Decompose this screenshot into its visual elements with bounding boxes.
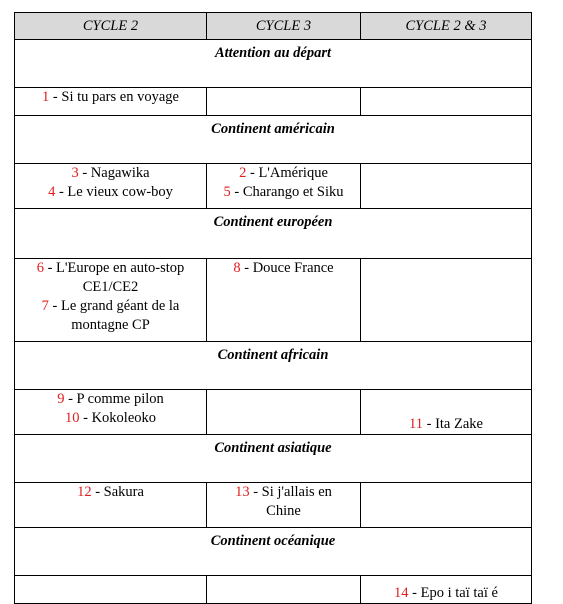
song-title: Kokoleoko [91,410,157,426]
song-entry: 2 - L'Amérique [239,165,328,181]
song-number: 3 [71,165,79,181]
song-entry: 8 - Douce France [233,260,334,276]
song-number: 12 [77,484,92,500]
section-title: Continent océanique [15,528,532,576]
cell-cycle-2-3 [361,483,532,528]
song-title-continued: CE1/CE2 [82,279,139,295]
song-entry: 5 - Charango et Siku [223,184,344,200]
content-row [15,259,532,342]
section-title: Continent asiatique [15,435,532,483]
cell-cycle-3 [207,576,361,604]
cell-cycle-2 [15,88,207,116]
section-title: Continent américain [15,116,532,164]
section-title: Continent africain [15,342,532,390]
song-number: 14 [394,585,409,601]
song-number: 11 [409,416,423,432]
song-title: Nagawika [90,165,150,181]
cell-cycle-3 [207,483,361,528]
song-number: 7 [41,298,49,314]
song-entry: 6 - L'Europe en auto-stop [36,260,185,276]
song-entry: 1 - Si tu pars en voyage [42,89,179,105]
songs-table [14,12,532,604]
song-title: Le grand géant de la [60,298,180,314]
song-title: Sakura [103,484,144,500]
song-title: Si j'allais en [261,484,332,500]
cell-cycle-2-3 [361,88,532,116]
song-entry: 14 - Epo i taï taï é [394,585,498,601]
song-number: 1 [42,89,50,105]
song-number: 10 [64,410,80,426]
section-row [15,435,532,483]
song-number: 8 [233,260,241,276]
song-entry: 11 - Ita Zake [409,416,483,432]
header-cycle-2: CYCLE 2 [15,13,207,40]
song-title: Epo i taï taï é [420,585,498,601]
header-cycle-3: CYCLE 3 [207,13,361,40]
song-entry: 10 - Kokoleoko [64,410,157,426]
content-row [15,576,532,604]
cell-cycle-2-3 [361,390,532,435]
cell-cycle-3 [207,259,361,342]
song-title: Charango et Siku [242,184,344,200]
song-entry: 4 - Le vieux cow-boy [48,184,173,200]
content-row [15,390,532,435]
cell-cycle-3 [207,88,361,116]
section-row [15,528,532,576]
song-title: Douce France [252,260,334,276]
cell-cycle-2 [15,164,207,209]
table-body [15,40,532,604]
cell-cycle-2 [15,483,207,528]
section-row [15,40,532,88]
cell-cycle-2 [15,576,207,604]
song-entry: 12 - Sakura [77,484,144,500]
header-cycle-2-3: CYCLE 2 & 3 [361,13,532,40]
cell-cycle-2-3 [361,576,532,604]
song-title: L'Europe en auto-stop [56,260,185,276]
section-title: Continent européen [15,209,532,259]
song-number: 2 [239,165,247,181]
song-number: 9 [57,391,65,407]
song-entry: 7 - Le grand géant de la [41,298,180,314]
song-entry: 9 - P comme pilon [57,391,164,407]
content-row [15,483,532,528]
content-row [15,164,532,209]
song-number: 4 [48,184,56,200]
content-row [15,88,532,116]
song-title: P comme pilon [76,391,164,407]
song-number: 6 [36,260,44,276]
song-title-continued: montagne CP [71,317,150,333]
song-title: L'Amérique [258,165,328,181]
song-entry: 3 - Nagawika [71,165,150,181]
cell-cycle-3 [207,164,361,209]
song-title: Si tu pars en voyage [61,89,179,105]
song-title-continued: Chine [266,503,301,519]
song-entry: 13 - Si j'allais en [235,484,332,500]
section-row [15,116,532,164]
cell-cycle-3 [207,390,361,435]
cell-cycle-2 [15,390,207,435]
section-row [15,342,532,390]
cell-cycle-2-3 [361,259,532,342]
song-number: 13 [235,484,250,500]
cell-cycle-2-3 [361,164,532,209]
song-title: Ita Zake [435,416,483,432]
song-title: Le vieux cow-boy [67,184,173,200]
cell-cycle-2 [15,259,207,342]
song-number: 5 [223,184,231,200]
section-row [15,209,532,259]
section-title: Attention au départ [15,40,532,88]
header-row [15,13,532,40]
